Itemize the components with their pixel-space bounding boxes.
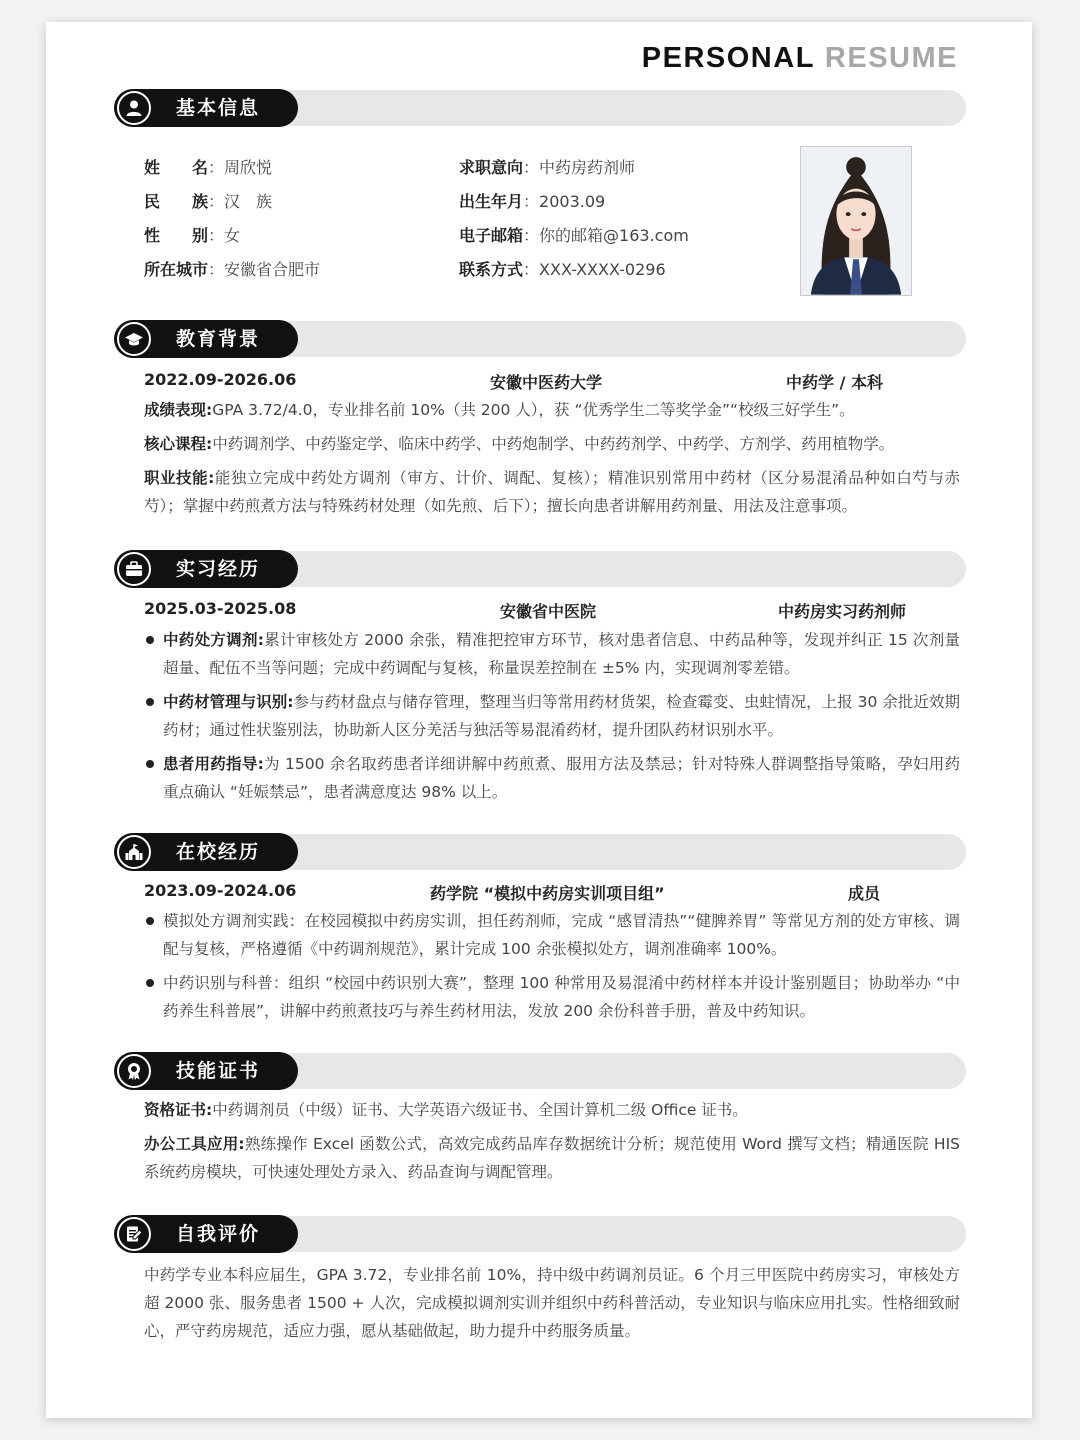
internship-header [144, 599, 960, 623]
info-name: 姓 名：周欣悦 [144, 158, 273, 177]
section-title-internship: 实习经历 [176, 558, 261, 580]
education-school: 安徽中医药大学 [490, 373, 603, 392]
user-icon [117, 91, 151, 125]
title-resume: RESUME [824, 42, 958, 74]
info-birth: 出生年月：2003.09 [459, 192, 606, 211]
education-major: 中药学 / 本科 [786, 373, 883, 392]
section-header-education [114, 320, 966, 358]
info-city: 所在城市：安徽省合肥市 [144, 260, 321, 279]
campus-org: 药学院 “模拟中药房实训项目组” [430, 884, 665, 903]
education-gpa: 成绩表现:GPA 3.72/4.0，专业排名前 10%（共 200 人），获 “优秀学生二等奖学金”“校级三好学生”。 [144, 401, 855, 419]
info-phone: 联系方式：XXX-XXXX-0296 [459, 260, 666, 279]
internship-item: 中药材管理与识别:参与药材盘点与储存管理，整理当归等常用药材货架，检查霉变、虫蛀情况，上报 30 余批近效期药材；通过性状鉴别法，协助新人区分羌活与独活等易混淆药材，提升团队药材识别水平。 [144, 688, 960, 744]
section-header-skills [114, 1052, 966, 1090]
internship-role: 中药房实习药剂师 [778, 602, 907, 621]
section-header-campus [114, 833, 966, 871]
education-header [144, 370, 960, 394]
info-email: 电子邮箱：你的邮箱@163.com [459, 226, 689, 245]
section-header-basic [114, 89, 966, 127]
resume-page [46, 22, 1032, 1418]
title-personal: PERSONAL [641, 42, 815, 74]
section-header-self [114, 1215, 966, 1253]
school-building-icon [117, 835, 151, 869]
section-title-basic: 基本信息 [176, 97, 261, 119]
resume-title [642, 42, 958, 75]
campus-item: 模拟处方调剂实践：在校园模拟中药房实训，担任药剂师，完成 “感冒清热”“健脾养胃” 等常见方剂的处方审核、调配与复核，严格遵循《中药调剂规范》，累计完成 100 余张模拟处方，调剂准确率 100%。 [144, 907, 960, 963]
campus-period: 2023.09-2024.06 [144, 881, 297, 900]
section-title-self: 自我评价 [176, 1223, 261, 1245]
info-job: 求职意向：中药房药剂师 [459, 158, 636, 177]
info-gender: 性 别：女 [144, 226, 241, 245]
campus-header [144, 881, 960, 905]
internship-item: 中药处方调剂:累计审核处方 2000 余张，精准把控审方环节，核对患者信息、中药品种等，发现并纠正 15 次剂量超量、配伍不当等问题；完成中药调配与复核，称量误差控制在 ±5% 内，实现调剂零差错。 [144, 626, 960, 682]
briefcase-icon [117, 552, 151, 586]
education-period: 2022.09-2026.06 [144, 370, 297, 389]
skills-certificates: 资格证书:中药调剂员（中级）证书、大学英语六级证书、全国计算机二级 Office 证书。 [144, 1101, 748, 1119]
campus-role: 成员 [848, 884, 881, 903]
internship-period: 2025.03-2025.08 [144, 599, 297, 618]
education-courses: 核心课程:中药调剂学、中药鉴定学、临床中药学、中药炮制学、中药药剂学、中药学、方剂学、药用植物学。 [144, 435, 895, 453]
section-title-campus: 在校经历 [176, 841, 261, 863]
profile-photo [800, 146, 912, 296]
graduation-cap-icon [117, 322, 151, 356]
campus-item: 中药识别与科普：组织 “校园中药识别大赛”，整理 100 种常用及易混淆中药材样本并设计鉴别题目；协助举办 “中药养生科普展”，讲解中药煎煮技巧与养生药材用法，发放 200 余份科普手册，普及中药知识。 [144, 969, 960, 1025]
info-ethnic: 民 族：汉 族 [144, 192, 273, 211]
self-evaluation: 中药学专业本科应届生，GPA 3.72，专业排名前 10%，持中级中药调剂员证。6 个月三甲医院中药房实习，审核处方超 2000 张、服务患者 1500 + 人次，完成模拟调剂实训并组织中药科普活动，专业知识与临床应用扎实。性格细致耐心，严守药房规范，适应力强，愿从基础做起，助力提升中药服务质量。 [144, 1266, 960, 1340]
internship-org: 安徽省中医院 [500, 602, 597, 621]
document-edit-icon [117, 1217, 151, 1251]
section-title-education: 教育背景 [176, 328, 261, 350]
skills-office-tools: 办公工具应用:熟练操作 Excel 函数公式，高效完成药品库存数据统计分析；规范使用 Word 撰写文档；精通医院 HIS 系统药房模块，可快速处理处方录入、药品查询与调配管理。 [144, 1135, 960, 1181]
award-medal-icon [117, 1054, 151, 1088]
section-title-skills: 技能证书 [176, 1060, 261, 1082]
education-skills: 职业技能:能独立完成中药处方调剂（审方、计价、调配、复核）；精准识别常用中药材（区分易混淆品种如白芍与赤芍）；掌握中药煎煮方法与特殊药材处理（如先煎、后下）；擅长向患者讲解用药剂量、用法及注意事项。 [144, 469, 960, 515]
section-header-internship [114, 550, 966, 588]
internship-item: 患者用药指导:为 1500 余名取药患者详细讲解中药煎煮、服用方法及禁忌；针对特殊人群调整指导策略，孕妇用药重点确认 “妊娠禁忌”，患者满意度达 98% 以上。 [144, 750, 960, 806]
